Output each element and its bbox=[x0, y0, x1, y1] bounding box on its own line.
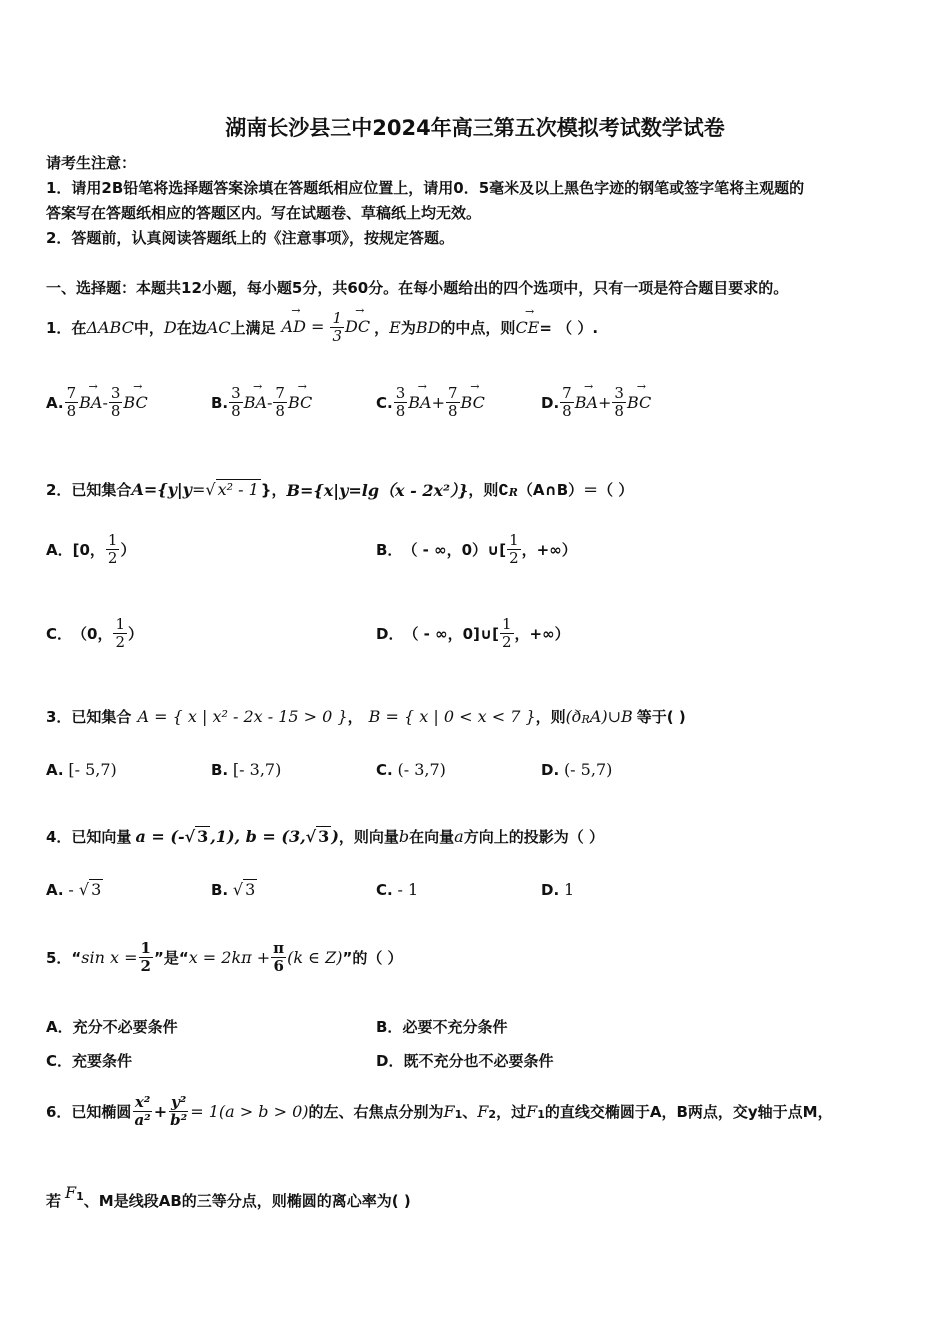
q1-text: = （ ）. bbox=[539, 319, 599, 337]
option-label: C. bbox=[376, 761, 393, 779]
q2-text: }， bbox=[260, 481, 287, 499]
option-label: B． bbox=[376, 541, 403, 559]
q6-text: 若 bbox=[46, 1192, 62, 1210]
option-label: D. bbox=[541, 761, 560, 779]
q5-x-expr: x = 2kπ + bbox=[188, 948, 271, 967]
question-1 bbox=[46, 310, 598, 345]
frac-num: 3 bbox=[110, 384, 121, 402]
option-value: 1 bbox=[563, 880, 575, 899]
option-label: C． bbox=[46, 1052, 73, 1070]
q1-text: 上满足 bbox=[230, 319, 276, 337]
q3-option-a[interactable] bbox=[46, 760, 211, 779]
q4-text: ，则向量 bbox=[338, 828, 399, 846]
frac-num: 3 bbox=[231, 384, 241, 402]
option-text: （ - ∞，0）∪[ bbox=[402, 541, 507, 559]
option-text: 充分不必要条件 bbox=[72, 1018, 178, 1036]
q2-option-d[interactable] bbox=[376, 616, 776, 651]
operator: + bbox=[598, 393, 612, 412]
frac-num: π bbox=[273, 939, 285, 957]
notice-line1: 1．请用2B铅笔将选择题答案涂填在答题纸相应位置上，请用0．5毫米及以上黑色字迹的钢笔或签字笔将主观题的 bbox=[46, 179, 805, 197]
question-3 bbox=[46, 706, 686, 727]
operator: + bbox=[431, 393, 445, 412]
q3-set-b: B = { x | 0 < x < 7 } bbox=[368, 707, 536, 726]
q5-option-d[interactable] bbox=[376, 1050, 553, 1071]
option-radicand: 3 bbox=[91, 880, 102, 899]
q1-text: ， bbox=[374, 319, 390, 337]
q5-k-domain: (k ∈ Z) bbox=[287, 948, 343, 967]
q2-set-b: B={x|y=lg（x - 2x²）} bbox=[286, 481, 469, 500]
q2-equals: = bbox=[191, 480, 206, 499]
option-value: [- 5,7) bbox=[68, 760, 117, 779]
exam-title: 湖南长沙县三中2024年高三第五次模拟考试数学试卷 bbox=[225, 116, 725, 140]
frac-den: 8 bbox=[66, 402, 77, 420]
frac-num: 3 bbox=[614, 384, 624, 402]
q4-option-b[interactable]: B. √ 3 bbox=[211, 880, 256, 899]
vector-ba: → BA bbox=[79, 393, 102, 412]
option-text: ，+∞） bbox=[514, 625, 570, 643]
q2-radicand: x² - 1 bbox=[217, 480, 259, 499]
q6-text: ，过 bbox=[496, 1103, 527, 1121]
q2-text: 2．已知集合 bbox=[46, 481, 132, 499]
option-label: A. bbox=[46, 881, 64, 899]
frac-den: b² bbox=[170, 1111, 188, 1129]
q2-option-b[interactable] bbox=[376, 532, 776, 567]
q3-subscript: R bbox=[581, 713, 590, 726]
option-value: - 1 bbox=[397, 880, 419, 899]
frac-den: 2 bbox=[115, 633, 125, 651]
option-label: D． bbox=[376, 625, 404, 643]
section-heading: 一、选择题：本题共12小题，每小题5分，共60分。在每小题给出的四个选项中，只有一项是符合题目要求的。 bbox=[46, 279, 789, 297]
q5-text: ”的（ ） bbox=[342, 949, 403, 967]
q5-option-b[interactable] bbox=[376, 1016, 507, 1037]
q3-complement: (ð bbox=[565, 707, 582, 726]
q3-text: ， bbox=[347, 708, 363, 726]
option-label: A． bbox=[46, 541, 73, 559]
q5-text: 5．“ bbox=[46, 949, 82, 967]
q4-text: 4．已知向量 bbox=[46, 828, 132, 846]
q1-option-d[interactable] bbox=[541, 385, 706, 420]
q2-text: （A∩B）＝（ ） bbox=[517, 481, 634, 499]
option-value: - bbox=[68, 880, 79, 899]
q1-segment-ac: AC bbox=[206, 318, 231, 337]
q4-options bbox=[46, 880, 906, 899]
notice-heading: 请考生注意： bbox=[46, 154, 137, 172]
q1-equals: = bbox=[305, 317, 330, 336]
question-2: 2．已知集合 A={y|y = √ x² - 1 }， B={x|y=lg（x - 2x²）} ，则∁ R （A∩B）＝（ ） bbox=[46, 480, 634, 500]
q5-text: ”是“ bbox=[153, 949, 189, 967]
frac-den: 8 bbox=[275, 402, 285, 420]
q4-text: 在向量 bbox=[409, 828, 455, 846]
q6-focus-f1: F bbox=[526, 1102, 538, 1121]
option-text: ） bbox=[120, 541, 136, 559]
frac-num: 1 bbox=[115, 615, 125, 633]
notice-line1-cont: 答案写在答题纸相应的答题区内。写在试题卷、草稿纸上均无效。 bbox=[46, 204, 482, 222]
option-label: A. bbox=[46, 761, 64, 779]
q4-b: b bbox=[398, 827, 410, 846]
q4-text: 方向上的投影为（ ） bbox=[463, 828, 604, 846]
q1-frac-num: 1 bbox=[332, 309, 343, 327]
option-radicand: 3 bbox=[245, 880, 256, 899]
frac-den: 8 bbox=[395, 402, 406, 420]
frac-den: 2 bbox=[140, 957, 151, 975]
frac-den: 6 bbox=[273, 957, 284, 975]
q3-text: 3．已知集合 bbox=[46, 708, 132, 726]
option-label: D. bbox=[541, 881, 560, 899]
q1-frac-den: 3 bbox=[332, 327, 343, 345]
q2-set-a: A={y|y bbox=[131, 480, 192, 499]
option-label: C． bbox=[46, 625, 73, 643]
q6-equation: = 1(a > b > 0) bbox=[190, 1102, 309, 1121]
frac-num: 1 bbox=[107, 531, 118, 549]
vector-bc: → BC bbox=[288, 393, 312, 412]
frac-num: 3 bbox=[395, 384, 406, 402]
question-6 bbox=[46, 1094, 833, 1129]
option-value: (- 5,7) bbox=[563, 760, 613, 779]
question-5 bbox=[46, 940, 403, 975]
frac-num: 7 bbox=[447, 384, 458, 402]
option-label: B. bbox=[211, 393, 229, 412]
frac-num: 1 bbox=[509, 531, 519, 549]
q4-vector-b: ,1), b = (3, bbox=[210, 827, 306, 846]
vector-bc: → BC bbox=[627, 393, 651, 412]
q2-option-a[interactable] bbox=[46, 532, 376, 567]
option-text: ，+∞） bbox=[521, 541, 577, 559]
frac-num: 7 bbox=[66, 384, 77, 402]
question-4: 4．已知向量 a = (- √ 3 ,1), b = (3, √ 3 ) ，则向量 b 在向量 a 方向上的投影为（ ） bbox=[46, 827, 604, 846]
q1-text: 的中点，则 bbox=[440, 319, 516, 337]
vector-bc: → BC bbox=[461, 393, 485, 412]
vector-bc: → BC bbox=[123, 393, 147, 412]
q3-union: A)∪B bbox=[589, 707, 633, 726]
q3-set-a: A = { x | x² - 2x - 15 > 0 } bbox=[137, 707, 348, 726]
q6-focus-f1: F bbox=[443, 1102, 455, 1121]
q4-radicand: 3 bbox=[318, 827, 330, 846]
q4-option-d[interactable] bbox=[541, 880, 706, 899]
option-label: B． bbox=[376, 1018, 403, 1036]
q3-options bbox=[46, 760, 906, 779]
option-label: C. bbox=[376, 393, 393, 412]
q4-vector-a: a = (- bbox=[135, 827, 185, 846]
notice-line2: 2．答题前，认真阅读答题纸上的《注意事项》，按规定答题。 bbox=[46, 229, 454, 247]
frac-den: 8 bbox=[231, 402, 241, 420]
option-value: [- 3,7) bbox=[232, 760, 282, 779]
q6-subscript: 1 bbox=[76, 1190, 84, 1203]
q1-vector-dc: → DC bbox=[345, 317, 370, 336]
frac-den: 2 bbox=[501, 633, 512, 651]
option-text: 既不充分也不必要条件 bbox=[403, 1052, 554, 1070]
q3-text: ，则 bbox=[535, 708, 566, 726]
q4-option-a[interactable]: A. - √ 3 bbox=[46, 880, 102, 899]
frac-den: 8 bbox=[447, 402, 458, 420]
q4-option-c[interactable] bbox=[376, 880, 541, 899]
q1-option-c[interactable] bbox=[376, 385, 541, 420]
frac-num: x² bbox=[134, 1093, 151, 1111]
q1-segment-bd: BD bbox=[415, 318, 441, 337]
q6-subscript: 1 bbox=[537, 1108, 545, 1121]
frac-num: 1 bbox=[140, 939, 151, 957]
q6-text: 、M是线段AB的三等分点，则椭圆的离心率为( ) bbox=[83, 1192, 411, 1210]
option-label: A． bbox=[46, 1018, 73, 1036]
frac-num: y² bbox=[171, 1093, 187, 1111]
operator: - bbox=[102, 393, 108, 412]
q1-condition bbox=[282, 310, 371, 345]
option-text: 充要条件 bbox=[72, 1052, 133, 1070]
q3-option-b[interactable] bbox=[211, 760, 376, 779]
frac-num: 1 bbox=[501, 615, 512, 633]
option-text: （ - ∞，0]∪[ bbox=[403, 625, 499, 643]
q1-vector-ad: → AD bbox=[282, 317, 306, 336]
option-label: A. bbox=[46, 393, 64, 412]
option-text: 必要不充分条件 bbox=[402, 1018, 508, 1036]
q1-triangle: ΔABC bbox=[86, 318, 134, 337]
frac-den: 2 bbox=[107, 549, 118, 567]
q6-text: 6．已知椭圆 bbox=[46, 1103, 132, 1121]
q6-text: 的直线交椭圆于A，B两点，交y轴于点M， bbox=[544, 1103, 833, 1121]
frac-den: a² bbox=[134, 1111, 151, 1129]
q2-subscript: R bbox=[508, 486, 518, 499]
option-text: （0， bbox=[72, 625, 113, 643]
frac-num: 7 bbox=[562, 384, 572, 402]
q6-focus-f1: F bbox=[65, 1183, 77, 1202]
option-value: (- 3,7) bbox=[397, 760, 446, 779]
frac-num: 7 bbox=[275, 384, 285, 402]
q3-text: 等于( ) bbox=[636, 708, 686, 726]
q1-point-e: E bbox=[389, 318, 401, 337]
option-text: [0， bbox=[72, 541, 105, 559]
q1-vector-ce: → CE bbox=[515, 318, 539, 337]
q6-text: 、 bbox=[462, 1103, 478, 1121]
vector-ba: → BA bbox=[408, 393, 431, 412]
q1-text: 1．在 bbox=[46, 319, 87, 337]
q5-sin-expr: sin x = bbox=[81, 948, 138, 967]
option-text: ） bbox=[128, 625, 144, 643]
vector-ba: → BA bbox=[575, 393, 598, 412]
q1-option-b[interactable] bbox=[211, 385, 376, 420]
question-6-cont bbox=[46, 1183, 411, 1211]
q5-option-a[interactable] bbox=[46, 1016, 178, 1037]
option-label: C. bbox=[376, 881, 393, 899]
frac-den: 8 bbox=[562, 402, 572, 420]
q3-option-d[interactable] bbox=[541, 760, 706, 779]
q4-vector-end: ) bbox=[331, 827, 339, 846]
q4-radicand: 3 bbox=[197, 827, 209, 846]
vector-ba: → BA bbox=[244, 393, 267, 412]
q2-text: ，则∁ bbox=[468, 481, 509, 499]
q1-option-a[interactable] bbox=[46, 385, 211, 420]
option-label: D. bbox=[541, 393, 560, 412]
q1-options bbox=[46, 385, 906, 420]
q3-option-c[interactable] bbox=[376, 760, 541, 779]
operator: - bbox=[267, 393, 273, 412]
q6-text: 的左、右焦点分别为 bbox=[308, 1103, 444, 1121]
option-label: D． bbox=[376, 1052, 404, 1070]
option-label: B. bbox=[211, 881, 229, 899]
q1-text: 中， bbox=[133, 319, 164, 337]
q1-text: 为 bbox=[400, 319, 416, 337]
q5-option-c[interactable] bbox=[46, 1050, 132, 1071]
frac-den: 2 bbox=[509, 549, 519, 567]
q6-plus: + bbox=[153, 1102, 168, 1121]
q6-subscript: 1 bbox=[454, 1108, 463, 1121]
q1-text: 在边 bbox=[176, 319, 207, 337]
q1-point-d: D bbox=[163, 318, 177, 337]
q6-subscript: 2 bbox=[488, 1108, 497, 1121]
option-label: B. bbox=[211, 761, 229, 779]
frac-den: 8 bbox=[110, 402, 121, 420]
q2-option-c[interactable] bbox=[46, 616, 376, 651]
q6-focus-f2: F bbox=[477, 1102, 489, 1121]
frac-den: 8 bbox=[614, 402, 624, 420]
q4-a: a bbox=[454, 827, 464, 846]
